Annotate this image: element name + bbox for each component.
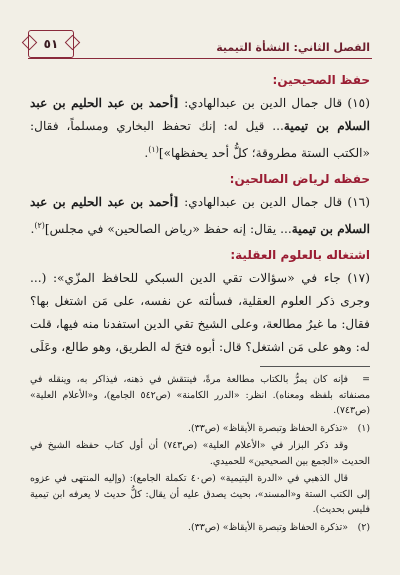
ornament-icon — [65, 35, 81, 51]
paragraph — [30, 267, 370, 359]
footnote-number: = — [362, 374, 370, 385]
section-heading: حفظه لرياض الصالحين: — [229, 172, 370, 187]
paragraph-text: (١٧) جاء في «سؤالات تقي الدين السبكي للحافظ المزّي»: (... وجرى ذكر العلوم العقلية، فسألته عن نفسه، على مَن اشتغل بها؟ فقال: ما غيرُ مطالعة، وعلى الشيخ تقي الدين استفدنا منه فيها، قلت له: وهو على مَن اشتغل؟ قال: أبوه فتحَ له الطريق، وهو طالع، وعَلَى — [30, 271, 370, 355]
footnote-text: «تذكرة الحفاظ وتبصرة الأيقاظ» (ص٣٣). — [188, 521, 348, 533]
footnote-ref[interactable]: (١) — [148, 145, 159, 154]
paragraph-text: (١٦) قال جمال الدين بن عبدالهادي: — [178, 195, 370, 210]
footnote-text: وقد ذكر البزار في «الأعلام العلية» (ص٧٤٣) أن أول كتاب حفظه الشيخ في الحديث «الجمع بين الصحيحين» للحميدي. — [30, 440, 370, 467]
section-heading: اشتغاله بالعلوم العقلية: — [230, 248, 370, 263]
page-number: ٥١ — [43, 37, 59, 51]
footnote — [30, 471, 370, 518]
page-header — [28, 30, 372, 59]
footnote — [30, 520, 370, 536]
footnote-divider — [260, 366, 370, 367]
footnote-text: «تذكرة الحفاظ وتبصرة الأيقاظ» (ص٣٣). — [188, 422, 348, 434]
footnote — [30, 421, 370, 437]
footnotes — [30, 372, 370, 537]
paragraph-quote: [أحمد بن عبد الحليم بن عبد السلام بن تيمية — [30, 195, 370, 237]
paragraph: (١٦) قال جمال الدين بن عبدالهادي: [أحمد بن عبد الحليم بن عبد السلام بن تيمية... يقال: إنه حفظ «رياض الصالحين» في مجلس]$^{(٢)}$. — [30, 195, 370, 237]
paragraph-text: (١٥) قال جمال الدين بن عبدالهادي: — [178, 96, 370, 110]
footnote-text: فإنه كان يمرُّ بالكتاب مطالعة مرةً، فينتقش في ذهنه، فيذاكر به، وينقله في مصنفاته بلفظه ومعناه). انظر: «الدرر الكامنة» (ص٥٤٢ الجامع)، و«الأعلام العلية» (ص٧٤٣). — [30, 374, 370, 416]
footnote — [30, 372, 370, 419]
footnote-ref[interactable]: (٢) — [34, 221, 45, 231]
chapter-title: الفصل الثاني: النشأة التيمية — [216, 41, 370, 54]
footnote-number: (١) — [357, 422, 370, 434]
page-number-box — [28, 30, 74, 58]
paragraph: (١٥) قال جمال الدين بن عبدالهادي: [أحمد بن عبد الحليم بن عبد السلام بن تيمية... قيل له: إنك تحفظ البخاري ومسلماً، فقال: «الكتب الستة مطروقة؛ كلُّ أحد يحفظها»]$^{(١)}$. — [30, 96, 370, 161]
ornament-icon — [22, 35, 38, 51]
footnote — [30, 438, 370, 469]
paragraph-text: ... قيل له: إنك تحفظ البخاري ومسلماً، فقال: «الكتب الستة مطروقة؛ كلُّ أحد يحفظها»] — [30, 119, 370, 161]
paragraph-text: ... يقال: إنه حفظ «رياض الصالحين» في مجلس] — [44, 222, 292, 237]
footnote-number: (٢) — [357, 521, 370, 533]
main-text — [30, 68, 370, 363]
section-heading: حفظ الصحيحين: — [272, 73, 370, 87]
paragraph-quote: [أحمد بن عبد الحليم بن عبد السلام بن تيمية — [30, 96, 370, 133]
footnote-text: قال الذهبي في «الدرة اليتيمية» (ص٤٠ تكملة الجامع): (وإليه المنتهى في عزوه إلى الكتب الستة و«المسند»، بحيث يصدق عليه أن يقال: كلُّ حديث لا يعرفه ابن تيمية فليس بحديث). — [30, 473, 370, 515]
